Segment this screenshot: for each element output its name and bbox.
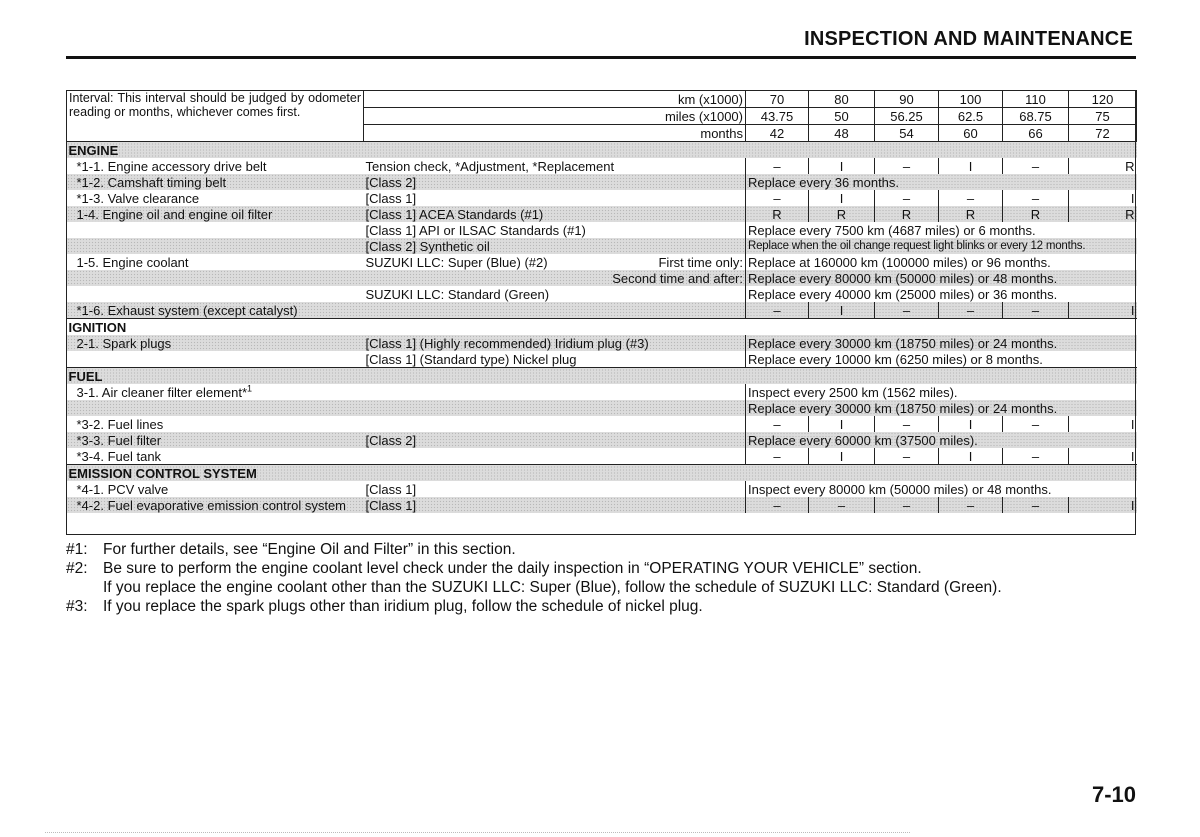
interval-value: R (809, 206, 875, 222)
section-heading-emission: EMISSION CONTROL SYSTEM (67, 465, 1137, 482)
schedule-text: Inspect every 80000 km (50000 miles) or 48 months. (746, 481, 1137, 497)
section-heading-ignition: IGNITION (67, 319, 1137, 336)
item-label: *3-3. Fuel filter (67, 432, 364, 448)
interval-value: – (875, 302, 939, 319)
header-value: 50 (809, 108, 875, 125)
table-row (67, 174, 1137, 190)
item-label: 2-1. Spark plugs (67, 335, 364, 351)
interval-value: R (1003, 206, 1069, 222)
item-detail: SUZUKI LLC: Super (Blue) (#2) (365, 254, 548, 270)
item-label: *4-1. PCV valve (76, 481, 169, 497)
interval-value: R (1125, 158, 1135, 174)
section-heading-engine: ENGINE (67, 142, 1137, 159)
footnotes (66, 540, 1002, 616)
header-value: 62.5 (939, 108, 1003, 125)
table-row (67, 400, 1137, 416)
table-row (67, 270, 1137, 286)
interval-value: I (1069, 302, 1137, 319)
item-label: *1-2. Camshaft timing belt (67, 174, 364, 190)
interval-value: – (746, 448, 809, 465)
section-heading-fuel: FUEL (67, 368, 1137, 385)
table-row (67, 206, 1137, 222)
header-value: 100 (939, 91, 1003, 108)
footnote (66, 559, 1002, 578)
footnote (66, 578, 1002, 597)
item-label: *4-2. Fuel evaporative emission control system (67, 497, 364, 513)
interval-value: I (809, 416, 875, 432)
table-row (67, 351, 1137, 368)
schedule-text: Replace at 160000 km (100000 miles) or 96 months. (746, 254, 1137, 270)
table-row (67, 158, 1137, 174)
section-row-engine (67, 142, 1137, 159)
item-detail: [Class 2] (364, 174, 746, 190)
header-value: 42 (746, 125, 809, 142)
interval-value: – (875, 448, 939, 465)
interval-value: – (746, 302, 809, 319)
item-detail: [Class 1] (365, 481, 417, 497)
footnote-key: #3: (66, 598, 88, 615)
table-row (67, 286, 1137, 302)
schedule-text: Replace every 7500 km (4687 miles) or 6 months. (746, 222, 1137, 238)
item-label: 3-1. Air cleaner filter element*$^1$ (76, 384, 253, 400)
schedule-text: Replace every 80000 km (50000 miles) or 48 months. (746, 270, 1137, 286)
interval-value: – (1003, 190, 1069, 206)
schedule-text: Replace every 60000 km (37500 miles). (746, 432, 1137, 448)
interval-value: I (809, 158, 875, 174)
item-qualifier: First time only: (658, 254, 743, 270)
item-detail: SUZUKI LLC: Standard (Green) (365, 286, 550, 302)
interval-value: R (875, 206, 939, 222)
header-label-months: months (364, 125, 746, 142)
schedule-text: Replace every 30000 km (18750 miles) or 24 months. (746, 400, 1137, 416)
header-label-km: km (x1000) (364, 91, 746, 108)
footnote (66, 540, 1002, 559)
page-number: 7-10 (1091, 782, 1136, 807)
interval-value: – (875, 497, 939, 513)
interval-value: I (939, 416, 1003, 432)
schedule-text: Replace every 30000 km (18750 miles) or 24 months. (746, 335, 1137, 351)
table-row (67, 481, 1137, 497)
schedule-text: Replace when the oil change request light blinks or every 12 months. (746, 238, 1137, 254)
item-label: *1-6. Exhaust system (except catalyst) (67, 302, 746, 319)
section-row-emission (67, 465, 1137, 482)
item-detail: [Class 2] Synthetic oil (364, 238, 746, 254)
item-detail: Tension check, *Adjustment, *Replacement (365, 158, 615, 174)
header-value: 56.25 (875, 108, 939, 125)
table-row (67, 222, 1137, 238)
header-label-miles: miles (x1000) (364, 108, 746, 125)
item-label: *1-1. Engine accessory drive belt (76, 158, 267, 174)
interval-value: – (746, 190, 809, 206)
interval-value: I (1130, 416, 1135, 432)
interval-value: I (1130, 190, 1135, 206)
header-value: 80 (809, 91, 875, 108)
item-detail: [Class 1] (365, 190, 417, 206)
item-label: *3-4. Fuel tank (76, 448, 162, 464)
table-row (67, 416, 1137, 432)
table-row (67, 335, 1137, 351)
header-value: 68.75 (1003, 108, 1069, 125)
header-value: 43.75 (746, 108, 809, 125)
table-row (67, 302, 1137, 319)
header-value: 90 (875, 91, 939, 108)
interval-value: I (1130, 448, 1135, 464)
table-row (67, 238, 1137, 254)
table-row (67, 190, 1137, 206)
interval-value: I (1069, 497, 1137, 513)
section-row-ignition (67, 319, 1137, 336)
item-detail: [Class 1] (364, 497, 746, 513)
interval-value: – (746, 497, 809, 513)
footnote-key: #1: (66, 541, 88, 558)
table-row (67, 432, 1137, 448)
section-row-fuel (67, 368, 1137, 385)
interval-value: – (746, 416, 809, 432)
item-label: 1-4. Engine oil and engine oil filter (67, 206, 364, 222)
header-value: 54 (875, 125, 939, 142)
item-label: 1-5. Engine coolant (76, 254, 189, 270)
schedule-text: Replace every 10000 km (6250 miles) or 8 months. (746, 351, 1137, 368)
footnote-text: If you replace the engine coolant other than the SUZUKI LLC: Super (Blue), follow the schedule of SUZUKI LLC: Standard (Green). (103, 579, 1002, 596)
table-row (67, 497, 1137, 513)
header-value: 110 (1003, 91, 1069, 108)
schedule-text: Replace every 40000 km (25000 miles) or 36 months. (746, 286, 1137, 302)
interval-value: – (1003, 448, 1069, 465)
header-value: 60 (939, 125, 1003, 142)
interval-value: – (1003, 497, 1069, 513)
footnote-text: For further details, see “Engine Oil and Filter” in this section. (103, 541, 516, 558)
header-value: 48 (809, 125, 875, 142)
interval-value: – (939, 190, 1003, 206)
item-detail: [Class 2] (364, 432, 746, 448)
header-value: 72 (1069, 125, 1137, 142)
interval-value: – (746, 158, 809, 174)
interval-value: – (1003, 302, 1069, 319)
interval-value: – (1003, 416, 1069, 432)
item-qualifier: Second time and after: (364, 270, 746, 286)
item-detail: [Class 1] ACEA Standards (#1) (364, 206, 746, 222)
interval-value: I (939, 158, 1003, 174)
header-rule (66, 56, 1136, 59)
item-label: *1-3. Valve clearance (76, 190, 200, 206)
interval-value: R (939, 206, 1003, 222)
interval-value: – (875, 416, 939, 432)
interval-value: – (1003, 158, 1069, 174)
section-title: INSPECTION AND MAINTENANCE (804, 28, 1133, 50)
interval-value: I (809, 190, 875, 206)
table-row (67, 448, 1137, 465)
header-value: 66 (1003, 125, 1069, 142)
interval-value: I (809, 302, 875, 319)
interval-value: – (939, 497, 1003, 513)
footnote-text: Be sure to perform the engine coolant level check under the daily inspection in “OPERATING YOUR VEHICLE” section. (103, 560, 922, 577)
interval-value: – (875, 190, 939, 206)
bottom-edge-line (45, 832, 910, 834)
footnote-key: #2: (66, 560, 88, 577)
maintenance-schedule-table (66, 90, 1136, 513)
interval-value: I (939, 448, 1003, 465)
header-value: 75 (1069, 108, 1137, 125)
item-detail: [Class 1] API or ILSAC Standards (#1) (365, 222, 586, 238)
table-row (67, 254, 1137, 270)
interval-value: – (809, 497, 875, 513)
interval-value: I (809, 448, 875, 465)
item-detail: [Class 1] (Standard type) Nickel plug (365, 351, 577, 367)
interval-note: Interval: This interval should be judged by odometer reading or months, whichever comes first. (67, 91, 364, 142)
item-label: *3-2. Fuel lines (76, 416, 164, 432)
schedule-text: Inspect every 2500 km (1562 miles). (746, 384, 1137, 400)
table-row (67, 384, 1137, 400)
header-row-km (67, 91, 1137, 108)
interval-value: R (746, 206, 809, 222)
schedule-text: Replace every 36 months. (746, 174, 1137, 190)
interval-value: R (1069, 206, 1137, 222)
item-detail: [Class 1] (Highly recommended) Iridium plug (#3) (364, 335, 746, 351)
footnote (66, 597, 1002, 616)
header-value: 70 (746, 91, 809, 108)
header-value: 120 (1069, 91, 1137, 108)
interval-value: – (875, 158, 939, 174)
footnote-text: If you replace the spark plugs other than iridium plug, follow the schedule of nickel plug. (103, 598, 703, 615)
interval-value: – (939, 302, 1003, 319)
